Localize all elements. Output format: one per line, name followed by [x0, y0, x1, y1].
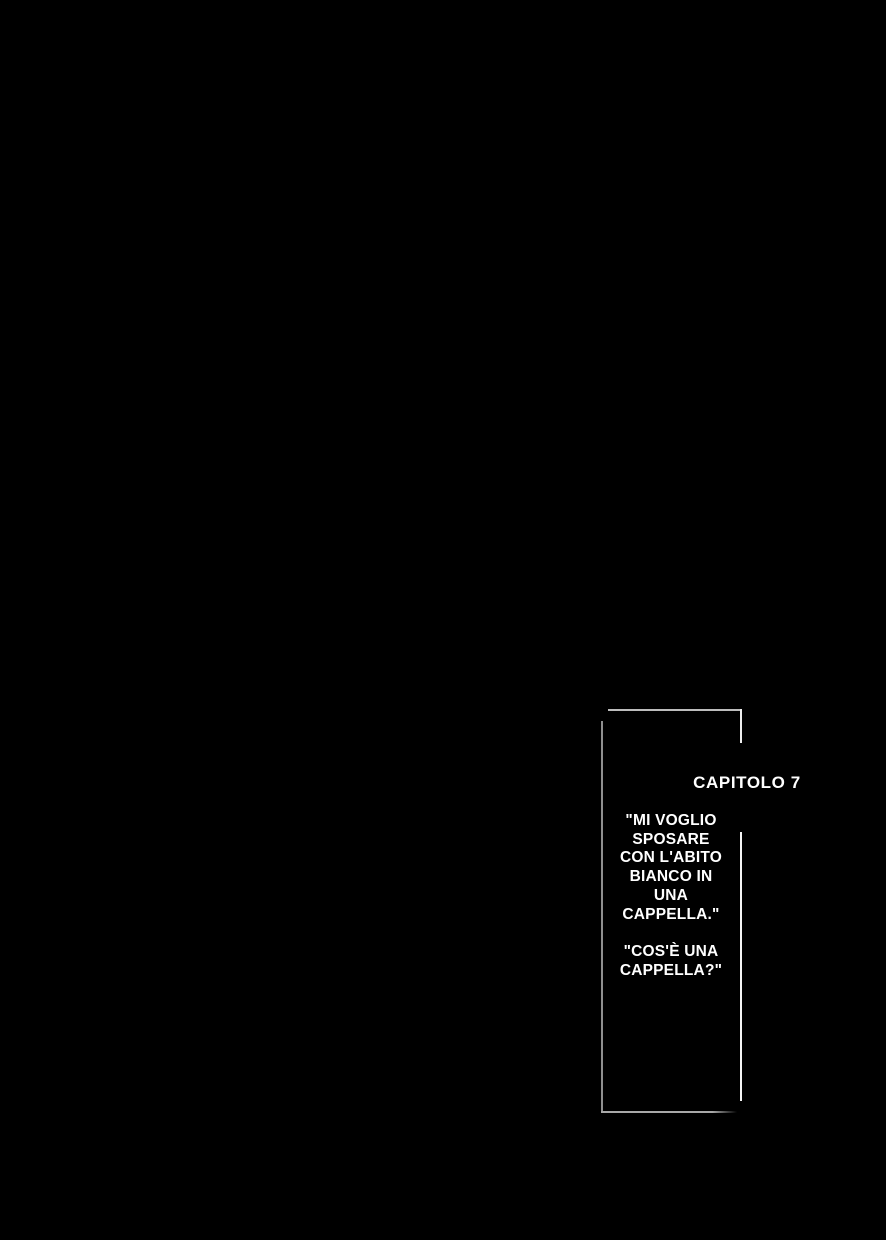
quote-line: UNA	[653, 886, 689, 904]
frame-top-line	[608, 709, 742, 711]
quote-secondary	[620, 943, 722, 980]
frame-right-line	[740, 832, 742, 1101]
quote-line: CAPPELLA?"	[619, 961, 723, 979]
quote-line: SPOSARE	[632, 830, 710, 848]
chapter-title: CAPITOLO 7	[693, 773, 801, 792]
frame-bottom-line	[601, 1111, 737, 1113]
quote-line: "MI VOGLIO	[625, 812, 717, 829]
quote-primary	[620, 812, 722, 924]
quote-line: BIANCO IN	[629, 868, 713, 886]
frame-top-right-segment	[740, 709, 742, 743]
quote-line: "COS'È UNA	[623, 942, 719, 960]
quote-block	[620, 812, 722, 980]
frame-left-line	[601, 721, 603, 1113]
quote-line: CON L'ABITO	[619, 849, 723, 867]
quote-line: CAPPELLA."	[622, 905, 720, 923]
